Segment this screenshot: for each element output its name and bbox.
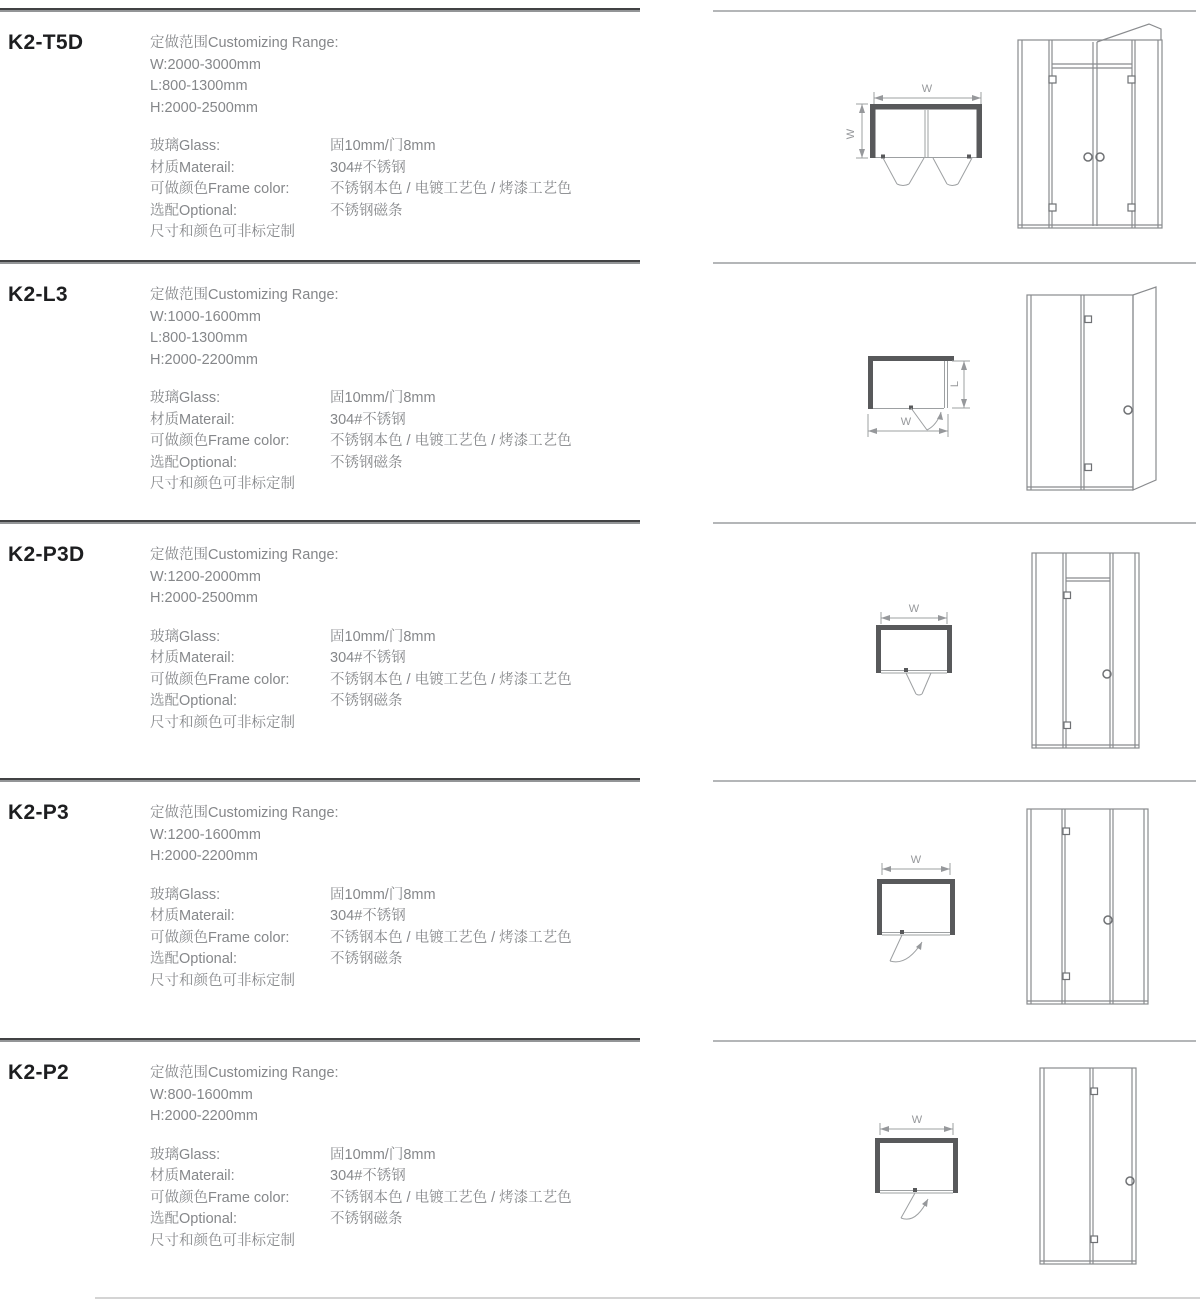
frame-color-value: 不锈钢本色 / 电镀工艺色 / 烤漆工艺色 [330,181,572,197]
optional-label: 选配Optional: [150,693,238,709]
range-line: L:800-1300mm [150,330,248,346]
dim-label-l: L [949,380,961,388]
elevation-view [1040,1068,1136,1264]
dim-label-w: W [921,83,933,95]
spec-gap [150,119,620,136]
frame-color-value: 不锈钢本色 / 电镀工艺色 / 烤漆工艺色 [330,671,572,688]
section-divider-left [0,778,640,782]
frame-color-value: 不锈钢本色 / 电镀工艺色 / 烤漆工艺色 [330,433,572,449]
plan-view [876,603,952,695]
hinge [1064,592,1071,599]
material-value: 304#不锈钢 [330,650,406,666]
range-line: W:2000-3000mm [150,56,261,73]
hinge [913,1188,917,1192]
wall-top [875,1138,958,1143]
hinge [1064,722,1071,729]
door-swing [890,935,922,962]
frame-color-value: 不锈钢本色 / 电镀工艺色 / 烤漆工艺色 [330,929,572,946]
spec-row-frame-color [150,670,620,692]
door-swing [901,1193,928,1219]
section-divider-left [0,8,640,12]
return-panel [1133,287,1156,490]
elevation-view [1018,24,1162,228]
spec-row-frame-color [150,431,620,453]
frame-color-label: 可做颜色Frame color: [150,1189,290,1206]
plan-view [845,83,982,186]
glass-value: 固10mm/门8mm [330,886,436,903]
wall-left [877,879,882,935]
dim-label-w: W [911,1114,923,1126]
frame-color-value: 不锈钢本色 / 电镀工艺色 / 烤漆工艺色 [330,1189,572,1206]
door-handle [1104,916,1112,924]
open-transom-flap [1097,24,1161,42]
material-value: 304#不锈钢 [330,1168,406,1184]
spec-row-glass [150,1145,620,1167]
optional-label: 选配Optional: [150,454,238,471]
elevation-view [1027,287,1156,490]
wall-right [947,625,952,673]
spec-row-frame-color [150,1188,620,1210]
optional-value: 不锈钢磁条 [330,454,403,471]
range-title: 定做范围Customizing Range: [150,287,339,303]
frame-color-label: 可做颜色Frame color: [150,671,290,688]
custom-note: 尺寸和颜色可非标定制 [150,476,295,492]
spec-row-glass [150,885,620,907]
material-label: 材质Materail: [150,159,235,176]
wall-left [875,1138,880,1193]
hinge [1049,204,1056,211]
hinge [904,668,908,672]
elevation-view [1027,809,1148,1004]
wall-top [870,104,982,110]
dim-label-w-vertical: W [845,128,857,140]
glass-value: 固10mm/门8mm [330,138,436,154]
hinge [1085,316,1092,323]
dim-label-w: W [910,854,922,866]
spec-gap [150,1128,620,1145]
wall-right [950,879,955,935]
material-value: 304#不锈钢 [330,908,406,924]
wall-right [953,1138,958,1193]
elevation-view [1032,553,1139,748]
optional-value: 不锈钢磁条 [330,202,403,219]
door-handle [1124,406,1132,414]
optional-value: 不锈钢磁条 [330,693,403,709]
hinge [1128,204,1135,211]
technical-drawing [700,0,1200,252]
optional-label: 选配Optional: [150,951,238,967]
range-line: W:1200-1600mm [150,826,261,843]
spec-row-optional [150,453,620,475]
spec-row-material [150,410,620,432]
section-k2-p3d [0,512,1200,770]
model-title: K2-P2 [8,1061,70,1084]
hinge [1085,464,1092,471]
spec-row-frame-color [150,179,620,201]
section-divider-left [0,260,640,264]
hinge [1063,828,1070,835]
range-line: H:2000-2200mm [150,1108,258,1124]
range-line: W:1000-1600mm [150,308,261,325]
spec-block [150,1063,620,1252]
material-label: 材质Materail: [150,908,235,924]
hinge [909,406,913,410]
custom-note: 尺寸和颜色可非标定制 [150,972,295,989]
dim-label-w: W [908,603,920,615]
spec-row-frame-color [150,928,620,950]
model-title: K2-T5D [8,31,84,54]
page-bottom-rule [95,1297,1200,1299]
door-handle [1084,153,1092,161]
wall-left [868,356,873,409]
range-line: W:1200-2000mm [150,568,261,585]
spec-row-optional [150,949,620,971]
dim-label-w: W [900,416,912,428]
wall-top [868,356,954,361]
custom-note: 尺寸和颜色可非标定制 [150,224,295,240]
spec-row-optional [150,201,620,223]
section-k2-p2 [0,1030,1200,1303]
model-title: K2-P3D [8,543,85,566]
material-value: 304#不锈钢 [330,411,406,428]
technical-drawing [700,770,1200,1030]
section-k2-p3 [0,770,1200,1030]
wall-left [870,104,876,158]
section-k2-t5d [0,0,1200,252]
plan-view [877,854,955,962]
hinge [967,155,971,159]
glass-label: 玻璃Glass: [150,138,221,154]
wall-top [877,879,955,884]
frame-color-label: 可做颜色Frame color: [150,929,290,946]
section-divider-left [0,1038,640,1042]
spec-row-material [150,158,620,180]
spec-row-material [150,1166,620,1188]
wall-left [876,625,881,673]
range-line: H:2000-2500mm [150,590,258,606]
technical-drawing [700,252,1200,512]
spec-gap [150,868,620,885]
material-value: 304#不锈钢 [330,159,406,176]
range-title: 定做范围Customizing Range: [150,1065,339,1081]
glass-value: 固10mm/门8mm [330,390,436,406]
spec-block [150,545,620,734]
spec-row-glass [150,136,620,158]
section-k2-l3 [0,252,1200,512]
hinge [1063,973,1070,980]
technical-drawing [700,1030,1200,1303]
material-label: 材质Materail: [150,1168,235,1184]
section-divider-left [0,520,640,524]
range-line: W:800-1600mm [150,1086,253,1103]
door-swing [906,673,931,695]
technical-drawing [700,512,1200,770]
spec-block [150,803,620,992]
range-line: H:2000-2200mm [150,848,258,864]
spec-row-optional [150,1209,620,1231]
range-line: L:800-1300mm [150,78,248,94]
optional-value: 不锈钢磁条 [330,1211,403,1227]
glass-label: 玻璃Glass: [150,1146,221,1163]
hinge [1049,76,1056,83]
plan-view [875,1114,958,1219]
model-title: K2-P3 [8,801,70,824]
optional-value: 不锈钢磁条 [330,951,403,967]
custom-note: 尺寸和颜色可非标定制 [150,714,295,731]
range-title: 定做范围Customizing Range: [150,805,339,821]
range-line: H:2000-2500mm [150,99,258,116]
frame-color-label: 可做颜色Frame color: [150,181,290,197]
glass-value: 固10mm/门8mm [330,628,436,645]
spec-row-glass [150,388,620,410]
hinge [1091,1236,1098,1243]
range-title: 定做范围Customizing Range: [150,35,339,51]
door-swing-right [933,158,972,186]
door-swing-left [883,158,924,186]
custom-note: 尺寸和颜色可非标定制 [150,1232,295,1249]
frame-color-label: 可做颜色Frame color: [150,433,290,449]
glass-label: 玻璃Glass: [150,628,221,645]
spec-block [150,33,620,244]
plan-view [868,356,970,437]
spec-row-material [150,648,620,670]
glass-value: 固10mm/门8mm [330,1146,436,1163]
spec-row-material [150,906,620,928]
hinge [900,930,904,934]
glass-label: 玻璃Glass: [150,390,221,406]
wall-right [977,104,983,158]
hinge [1128,76,1135,83]
spec-gap [150,371,620,388]
door-handle [1126,1177,1134,1185]
material-label: 材质Materail: [150,650,235,666]
range-title: 定做范围Customizing Range: [150,547,339,563]
spec-gap [150,610,620,627]
model-title: K2-L3 [8,283,68,306]
optional-label: 选配Optional: [150,202,238,219]
hinge [881,155,885,159]
spec-row-optional [150,691,620,713]
glass-label: 玻璃Glass: [150,886,221,903]
door-swing [911,408,943,430]
range-line: H:2000-2200mm [150,351,258,368]
material-label: 材质Materail: [150,411,235,428]
optional-label: 选配Optional: [150,1211,238,1227]
spec-block [150,285,620,496]
hinge [1091,1088,1098,1095]
spec-row-glass [150,627,620,649]
wall-top [876,625,952,630]
